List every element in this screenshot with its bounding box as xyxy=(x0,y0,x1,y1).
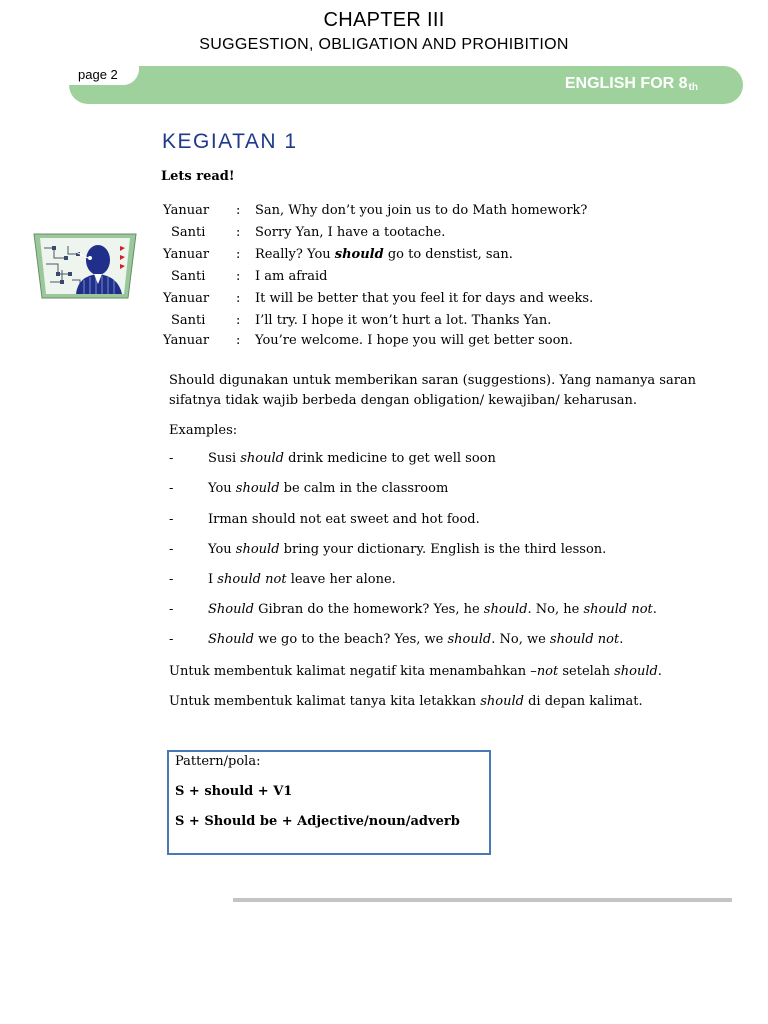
italic-text: should not xyxy=(217,572,287,587)
pattern-title: Pattern/pola: xyxy=(175,754,261,769)
text-segment: leave her alone. xyxy=(286,572,396,587)
dialogue-colon: : xyxy=(236,313,241,328)
dialogue-line xyxy=(0,269,768,289)
negative-rule xyxy=(169,662,714,682)
activity-intro: Lets read! xyxy=(161,169,235,184)
text-segment: Irman should not eat sweet and hot food. xyxy=(208,512,480,527)
dialogue-line xyxy=(0,225,768,245)
dialogue-text: I’ll try. I hope it won’t hurt a lot. Thanks Yan. xyxy=(255,313,552,328)
italic-text: not xyxy=(536,664,559,679)
list-dash: - xyxy=(169,602,174,617)
dialogue-text: You’re welcome. I hope you will get better soon. xyxy=(255,333,573,348)
italic-text: should xyxy=(447,632,492,647)
text-segment: Susi xyxy=(208,451,241,466)
example-text xyxy=(208,451,496,466)
dialogue-line xyxy=(0,291,768,311)
list-dash: - xyxy=(169,542,174,557)
explanation-paragraph: Should digunakan untuk memberikan saran (suggestions). Yang namanya saran sifatnya tidak wajib berbeda dengan obligation/ kewajiban/ keharusan. xyxy=(169,373,697,408)
activity-title: KEGIATAN 1 xyxy=(162,130,298,153)
list-dash: - xyxy=(169,632,174,647)
dialogue-colon: : xyxy=(236,269,241,284)
example-text xyxy=(208,542,606,557)
text-segment: I xyxy=(208,572,218,587)
example-text xyxy=(208,602,657,617)
dialogue-text-part: go to denstist, san. xyxy=(383,247,513,262)
example-text xyxy=(208,481,448,496)
italic-text: should xyxy=(483,602,528,617)
dialogue-text-part: Really? You xyxy=(255,247,335,262)
example-text xyxy=(208,572,396,587)
text-segment: . xyxy=(652,602,657,617)
dialogue-speaker: Yanuar xyxy=(163,203,210,218)
page-number: page 2 xyxy=(78,67,118,82)
dialogue-line xyxy=(0,313,768,333)
text-segment: be calm in the classroom xyxy=(279,481,449,496)
text-segment: Untuk membentuk kalimat tanya kita letakkan xyxy=(169,694,481,709)
dialogue-colon: : xyxy=(236,333,241,348)
text-segment: Untuk membentuk kalimat negatif kita menambahkan – xyxy=(169,664,537,679)
list-dash: - xyxy=(169,481,174,496)
dialogue-line xyxy=(0,247,768,267)
italic-text: should xyxy=(235,481,280,496)
text-segment: drink medicine to get well soon xyxy=(283,451,496,466)
dialogue-line xyxy=(0,333,768,353)
example-text xyxy=(208,632,623,647)
dialogue-text xyxy=(255,247,513,262)
chapter-subtitle: SUGGESTION, OBLIGATION AND PROHIBITION xyxy=(199,36,569,53)
list-dash: - xyxy=(169,512,174,527)
pattern-line-1: S + should + V1 xyxy=(175,784,293,799)
dialogue-speaker: Yanuar xyxy=(163,291,210,306)
italic-text: should not xyxy=(549,632,620,647)
text-segment: . xyxy=(619,632,624,647)
chapter-title: CHAPTER III xyxy=(323,9,445,31)
dialogue-emphasis: should xyxy=(334,247,384,262)
italic-text: Should xyxy=(208,602,254,617)
italic-text: should xyxy=(480,694,524,709)
dialogue-text: I am afraid xyxy=(255,269,328,284)
question-rule xyxy=(169,692,714,712)
italic-text: should xyxy=(235,542,280,557)
dialogue-colon: : xyxy=(236,291,241,306)
text-segment: we go to the beach? Yes, we xyxy=(253,632,448,647)
italic-text: should xyxy=(240,451,284,466)
italic-text: should not xyxy=(583,602,653,617)
pattern-line-2: S + Should be + Adjective/noun/adverb xyxy=(175,814,460,829)
dialogue-speaker: Yanuar xyxy=(163,247,210,262)
text-segment: . No, we xyxy=(491,632,550,647)
text-segment: Gibran do the homework? Yes, he xyxy=(253,602,484,617)
dialogue-colon: : xyxy=(236,203,241,218)
list-dash: - xyxy=(169,451,174,466)
dialogue-text: Sorry Yan, I have a tootache. xyxy=(255,225,446,240)
text-segment: . No, he xyxy=(527,602,584,617)
brand-text: ENGLISH FOR 8 xyxy=(564,75,688,92)
dialogue-speaker: Santi xyxy=(171,225,206,240)
dialogue-speaker: Yanuar xyxy=(163,333,210,348)
brand-suffix: th xyxy=(688,82,698,93)
dialogue-colon: : xyxy=(236,247,241,262)
example-text xyxy=(208,512,480,527)
list-dash: - xyxy=(169,572,174,587)
footer-rule xyxy=(233,898,732,902)
dialogue-text: San, Why don’t you join us to do Math homework? xyxy=(255,203,588,218)
dialogue-speaker: Santi xyxy=(171,313,206,328)
dialogue-text: It will be better that you feel it for days and weeks. xyxy=(255,291,594,306)
text-segment: di depan kalimat. xyxy=(523,694,643,709)
italic-text: Should xyxy=(208,632,254,647)
dialogue-colon: : xyxy=(236,225,241,240)
text-segment: setelah xyxy=(558,664,615,679)
text-segment: You xyxy=(208,481,236,496)
italic-text: should. xyxy=(614,664,662,679)
text-segment: You xyxy=(208,542,236,557)
text-segment: bring your dictionary. English is the third lesson. xyxy=(279,542,607,557)
dialogue-line xyxy=(0,203,768,223)
header-brand xyxy=(565,75,698,93)
dialogue-speaker: Santi xyxy=(171,269,206,284)
pattern-box xyxy=(167,750,491,855)
examples-label: Examples: xyxy=(169,423,238,438)
